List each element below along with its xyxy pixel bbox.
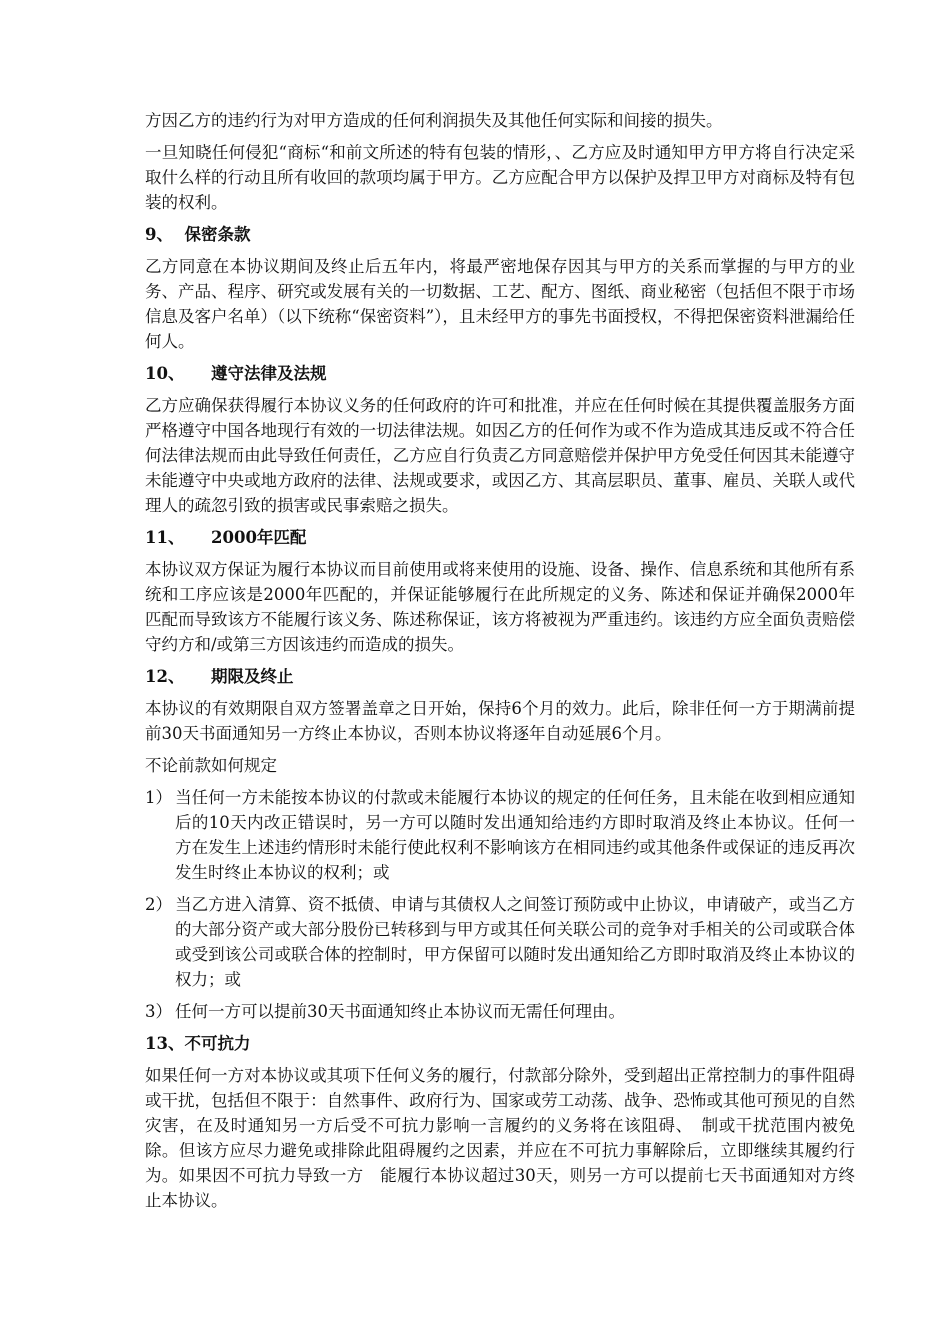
list-item — [145, 785, 855, 885]
list-item-text: 当乙方进入清算、资不抵债、申请与其债权人之间签订预防或中止协议，申请破产，或当乙方的大部分资产或大部分股份已转移到与甲方或其任何关联公司的竞争对手相关的公司或联合体或受到该公司或联合体的控制时，甲方保留可以随时发出通知给乙方即时取消及终止本协议的权力；或 — [175, 895, 855, 989]
paragraph: 乙方应确保获得履行本协议义务的任何政府的许可和批准，并应在任何时候在其提供覆盖服务方面严格遵守中国各地现行有效的一切法律法规。如因乙方的任何作为或不作为造成其违反或不符合任何法律法规而由此导致任何责任，乙方应自行负责乙方同意赔偿并保护甲方免受任何因其未能遵守未能遵守中央或地方政府的法律、法规或要求，或因乙方、其高层职员、董事、雇员、关联人或代理人的疏忽引致的损害或民事索赔之损失。 — [145, 396, 855, 515]
section-heading-9 — [145, 222, 855, 247]
paragraph: 如果任何一方对本协议或其项下任何义务的履行，付款部分除外，受到超出正常控制力的事件阻碍或干扰，包括但不限于：自然事件、政府行为、国家或劳工动荡、战争、恐怖或其他可预见的自然灾害，在及时通知另一方后受不可抗力影响一言履约的义务将在该阻碍、 制或干扰范围内被免除。但该方应尽力避免或排除此阻碍履约之因素，并应在不可抗力事解除后，立即继续其履约行为。如果因不可抗力导致一方 能履行本协议超过30天，则另一方可以提前七天书面通知对方终止本协议。 — [145, 1066, 855, 1210]
section-title: 期限及终止 — [211, 667, 294, 686]
paragraph: 本协议的有效期限自双方签署盖章之日开始，保持6个月的效力。此后，除非任何一方于期满前提前30天书面通知另一方终止本协议，否则本协议将逐年自动延展6个月。 — [145, 699, 855, 743]
list-marker: 1） — [145, 788, 172, 807]
section-heading-13 — [145, 1031, 855, 1056]
section-title: 不可抗力 — [184, 1034, 251, 1053]
section-heading-11 — [145, 525, 855, 550]
list-item — [145, 892, 855, 992]
section-number: 13、 — [145, 1034, 185, 1053]
section-heading-10 — [145, 361, 855, 386]
paragraph: 方因乙方的违约行为对甲方造成的任何利润损失及其他任何实际和间接的损失。 — [145, 111, 723, 130]
section-title: 遵守法律及法规 — [211, 364, 327, 383]
section-title: 保密条款 — [184, 225, 251, 244]
paragraph: 不论前款如何规定 — [145, 756, 277, 775]
list-item-text: 任何一方可以提前30天书面通知终止本协议而无需任何理由。 — [175, 1002, 625, 1021]
list-marker: 3） — [145, 1002, 172, 1021]
section-number: 9、 — [145, 225, 173, 244]
section-number: 11、 — [145, 528, 185, 547]
paragraph: 本协议双方保证为履行本协议而目前使用或将来使用的设施、设备、操作、信息系统和其他所有系统和工序应该是2000年匹配的，并保证能够履行在此所规定的义务、陈述和保证并确保2000年匹配而导致该方不能履行该义务、陈述称保证，该方将被视为严重违约。该违约方应全面负责赔偿守约方和/或第三方因该违约而造成的损失。 — [145, 560, 855, 654]
paragraph: 乙方同意在本协议期间及终止后五年内，将最严密地保存因其与甲方的关系而掌握的与甲方的业务、产品、程序、研究或发展有关的一切数据、工艺、配方、图纸、商业秘密（包括但不限于市场信息及客户名单）（以下统称“保密资料”），且未经甲方的事先书面授权，不得把保密资料泄漏给任何人。 — [145, 257, 855, 351]
paragraph: 一旦知晓任何侵犯“商标“和前文所述的特有包装的情形，、乙方应及时通知甲方甲方将自行决定采取什么样的行动且所有收回的款项均属于甲方。乙方应配合甲方以保护及捍卫甲方对商标及特有包装的权利。 — [145, 143, 855, 212]
section-title: 2000年匹配 — [211, 528, 307, 547]
list-marker: 2） — [145, 895, 172, 914]
list-item-text: 当任何一方未能按本协议的付款或未能履行本协议的规定的任何任务，且未能在收到相应通知后的10天内改正错误时，另一方可以随时发出通知给违约方即时取消及终止本协议。任何一方在发生上述违约情形时未能行使此权利不影响该方在相同违约或其他条件或保证的违反再次发生时终止本协议的权利；或 — [175, 788, 855, 882]
document-page — [145, 108, 855, 1220]
section-number: 12、 — [145, 667, 185, 686]
section-number: 10、 — [145, 364, 185, 383]
list-item — [145, 999, 855, 1024]
section-heading-12 — [145, 664, 855, 689]
